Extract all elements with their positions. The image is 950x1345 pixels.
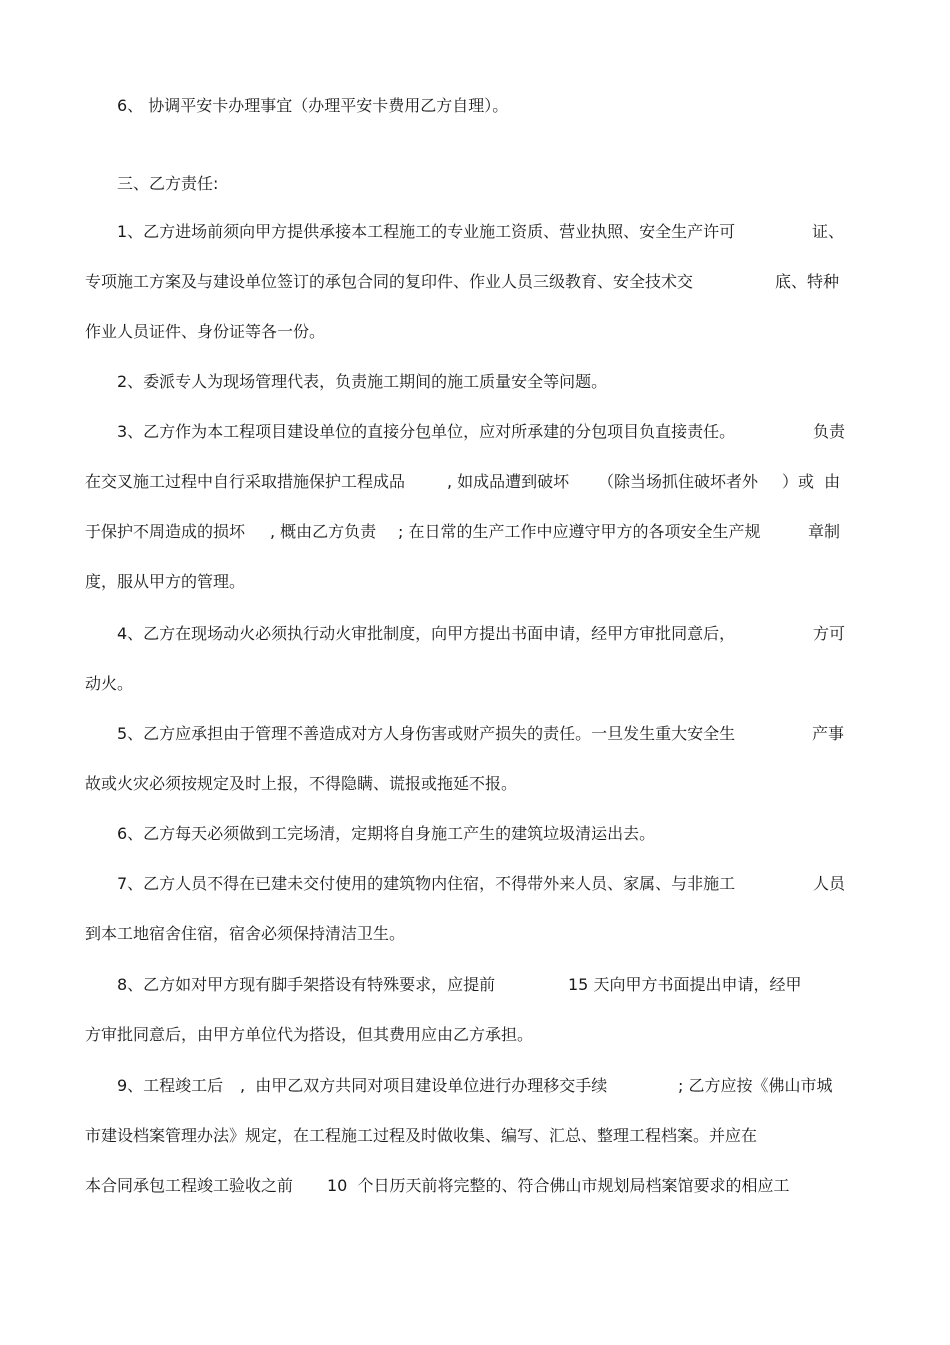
clause-3-line-4: 度，服从甲方的管理。	[85, 572, 246, 591]
clause-3-line-2-b: , 如成品遭到破坏	[447, 472, 570, 491]
clause-7-line-1-tail: 人员	[813, 874, 846, 893]
clause-9-line-3-a: 本合同承包工程竣工验收之前	[85, 1176, 294, 1195]
clause-7-line-2: 到本工地宿舍住宿，宿舍必须保持清洁卫生。	[85, 924, 406, 943]
clause-9-line-3-b: 10 个日历天前将完整的、符合佛山市规划局档案馆要求的相应工	[327, 1176, 790, 1195]
clause-5-line-2: 故或火灾必须按规定及时上报，不得隐瞒、谎报或拖延不报。	[85, 774, 518, 793]
section-heading: 三、乙方责任:	[117, 174, 219, 193]
clause-8-line-1-a: 8、乙方如对甲方现有脚手架搭设有特殊要求，应提前	[117, 975, 496, 994]
clause-9-line-1-b: , 由甲乙双方共同对项目建设单位进行办理移交手续	[240, 1076, 608, 1095]
clause-8-line-1-b: 15 天向甲方书面提出申请，经甲	[568, 975, 802, 994]
clause-4-line-2: 动火。	[85, 674, 134, 693]
clause-1-line-1-tail: 证、	[812, 222, 845, 241]
clause-1-line-1: 1、乙方进场前须向甲方提供承接本工程施工的专业施工资质、营业执照、安全生产许可	[117, 222, 736, 241]
clause-5-line-1-tail: 产事	[812, 724, 845, 743]
clause-9-line-1-a: 9、工程竣工后	[117, 1076, 224, 1095]
clause-3-line-1: 3、乙方作为本工程项目建设单位的直接分包单位，应对所承建的分包项目负直接责任。	[117, 422, 736, 441]
clause-6-line-1: 6、乙方每天必须做到工完场清，定期将自身施工产生的建筑垃圾清运出去。	[117, 824, 656, 843]
clause-3-line-3-d: 章制	[808, 522, 841, 541]
clause-3-line-1-tail: 负责	[813, 422, 846, 441]
clause-9-line-2: 市建设档案管理办法》规定，在工程施工过程及时做收集、编写、汇总、整理工程档案。并应在	[85, 1126, 758, 1145]
clause-5-line-1: 5、乙方应承担由于管理不善造成对方人身伤害或财产损失的责任。一旦发生重大安全生	[117, 724, 736, 743]
clause-7-line-1: 7、乙方人员不得在已建未交付使用的建筑物内住宿，不得带外来人员、家属、与非施工	[117, 874, 736, 893]
clause-9-line-1-c: ; 乙方应按《佛山市城	[678, 1076, 833, 1095]
clause-1-line-2-tail: 底、特种	[775, 272, 840, 291]
clause-8-line-2: 方审批同意后，由甲方单位代为搭设，但其费用应由乙方承担。	[85, 1025, 534, 1044]
clause-1-line-3: 作业人员证件、身份证等各一份。	[85, 322, 326, 341]
clause-3-line-3-b: , 概由乙方负责	[270, 522, 377, 541]
clause-3-line-2-c: （除当场抓住破坏者外	[598, 472, 759, 491]
clause-3-line-3-c: ; 在日常的生产工作中应遵守甲方的各项安全生产规	[398, 522, 761, 541]
clause-4-line-1-tail: 方可	[813, 624, 846, 643]
clause-3-line-2-d: ）或 由	[782, 472, 841, 491]
clause-3-line-2-a: 在交叉施工过程中自行采取措施保护工程成品	[85, 472, 406, 491]
clause-2-line-1: 2、委派专人为现场管理代表，负责施工期间的施工质量安全等问题。	[117, 372, 608, 391]
clause-6-prev: 6、 协调平安卡办理事宜（办理平安卡费用乙方自理）。	[117, 96, 509, 115]
clause-1-line-2: 专项施工方案及与建设单位签订的承包合同的复印件、作业人员三级教育、安全技术交	[85, 272, 694, 291]
clause-4-line-1: 4、乙方在现场动火必须执行动火审批制度，向甲方提出书面申请，经甲方审批同意后，	[117, 624, 736, 643]
clause-3-line-3-a: 于保护不周造成的损坏	[85, 522, 246, 541]
